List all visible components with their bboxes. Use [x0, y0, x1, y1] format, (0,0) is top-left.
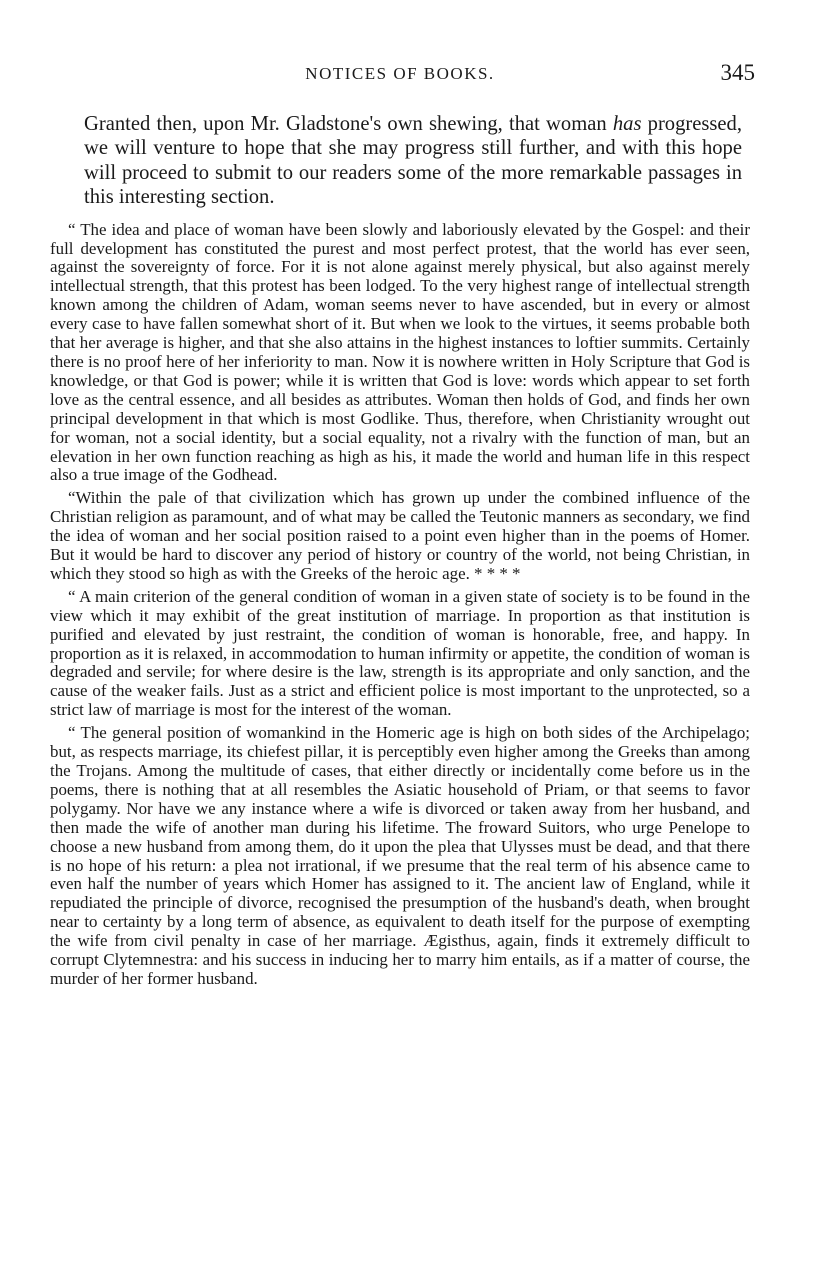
quote-paragraph: “ The general position of womankind in the Homeric age is high on both sides of the Archipelago; but, as respects marriage, its chiefest pillar, it is perceptibly even higher among the Greeks than among the Trojans. Among the multitude of cases, that either directly or incidentally come before us in the poems, there is nothing that at all resembles the Asiatic household of Priam, or that seems to favor polygamy. Nor have we any instance where a wife is divorced or taken away from her husband, and then made the wife of another man during his lifetime. The froward Suitors, who urge Penelope to choose a new husband from among them, do it upon the plea that Ulysses must be dead, and that there is no hope of his return: a plea not irrational, if we presume that the real term of his absence came to even half the number of years which Homer has assigned to it. The ancient law of England, while it repudiated the principle of divorce, recognised the presumption of the husband's death, when brought near to certainty by a long term of absence, as equivalent to death itself for the purpose of exempting the wife from civil penalty in case of her marriage. Ægisthus, again, finds it extremely difficult to corrupt Clytemnestra: and his success in inducing her to marry him entails, as if a matter of course, the murder of her former husband.: [50, 723, 750, 988]
intro-italic-word: has: [612, 113, 642, 135]
running-title: NOTICES OF BOOKS.: [305, 64, 495, 83]
quote-paragraph: “ A main criterion of the general condition of woman in a given state of society is to be found in the view which it may exhibit of the great institution of marriage. In proportion as that institution is purified and elevated by just restraint, the condition of woman is honorable, free, and happy. In proportion as it is relaxed, in accommodation to human infirmity or appetite, the condition of woman is degraded and servile; for where desire is the law, strength is its appropriate and only sanction, and the cause of the weaker fails. Just as a strict and efficient police is most important to the unprotected, so a strict law of marriage is most for the interest of the woman.: [50, 586, 750, 720]
book-page: [50, 60, 755, 989]
quote-paragraph: “ The idea and place of woman have been slowly and laboriously elevated by the Gospel: and their full development has constituted the purest and most perfect protest, that the world has ever seen, against the sovereignty of force. For it is not alone against merely physical, but also against merely intellectual strength, that this protest has been lodged. To the very highest range of intellectual strength known among the children of Adam, woman seems never to have ascended, but in every or almost every case to have fallen somewhat short of it. But when we look to the virtues, it seems probable both that her average is higher, and that she also attains in the highest instances to loftier summits. Certainly there is no proof here of her inferiority to man. Now it is nowhere written in Holy Scripture that God is knowledge, or that God is power; while it is written that God is love: words which appear to set forth love as the central essence, and all besides as attributes. Woman then holds of God, and finds her own principal development in that which is most Godlike. Thus, therefore, when Christianity wrought out for woman, not a social identity, but a social equality, not a rivalry with the function of man, but an elevation in her own function reaching as high as his, it made the world and human life in this respect also a true image of the Godhead.: [50, 219, 750, 485]
intro-paragraph: [50, 112, 750, 210]
intro-text-start: Granted then, upon Mr. Gladstone's own shewing, that woman: [84, 113, 613, 135]
quote-paragraph: “Within the pale of that civilization which has grown up under the combined influence of the Christian religion as paramount, and of what may be called the Teutonic manners as secondary, we find the idea of woman and her social position raised to a point even higher than in the poems of Homer. But it would be hard to discover any period of history or country of the world, not being Christian, in which they stood so high as with the Greeks of the heroic age. * * * *: [50, 488, 750, 583]
page-number: 345: [720, 60, 755, 85]
running-head: [50, 60, 755, 96]
intro-text-end: progressed, we will venture to hope that she may progress still further, and with this hope will proceed to submit to our readers some of the more remarkable passages in this interesting section.: [84, 113, 743, 209]
